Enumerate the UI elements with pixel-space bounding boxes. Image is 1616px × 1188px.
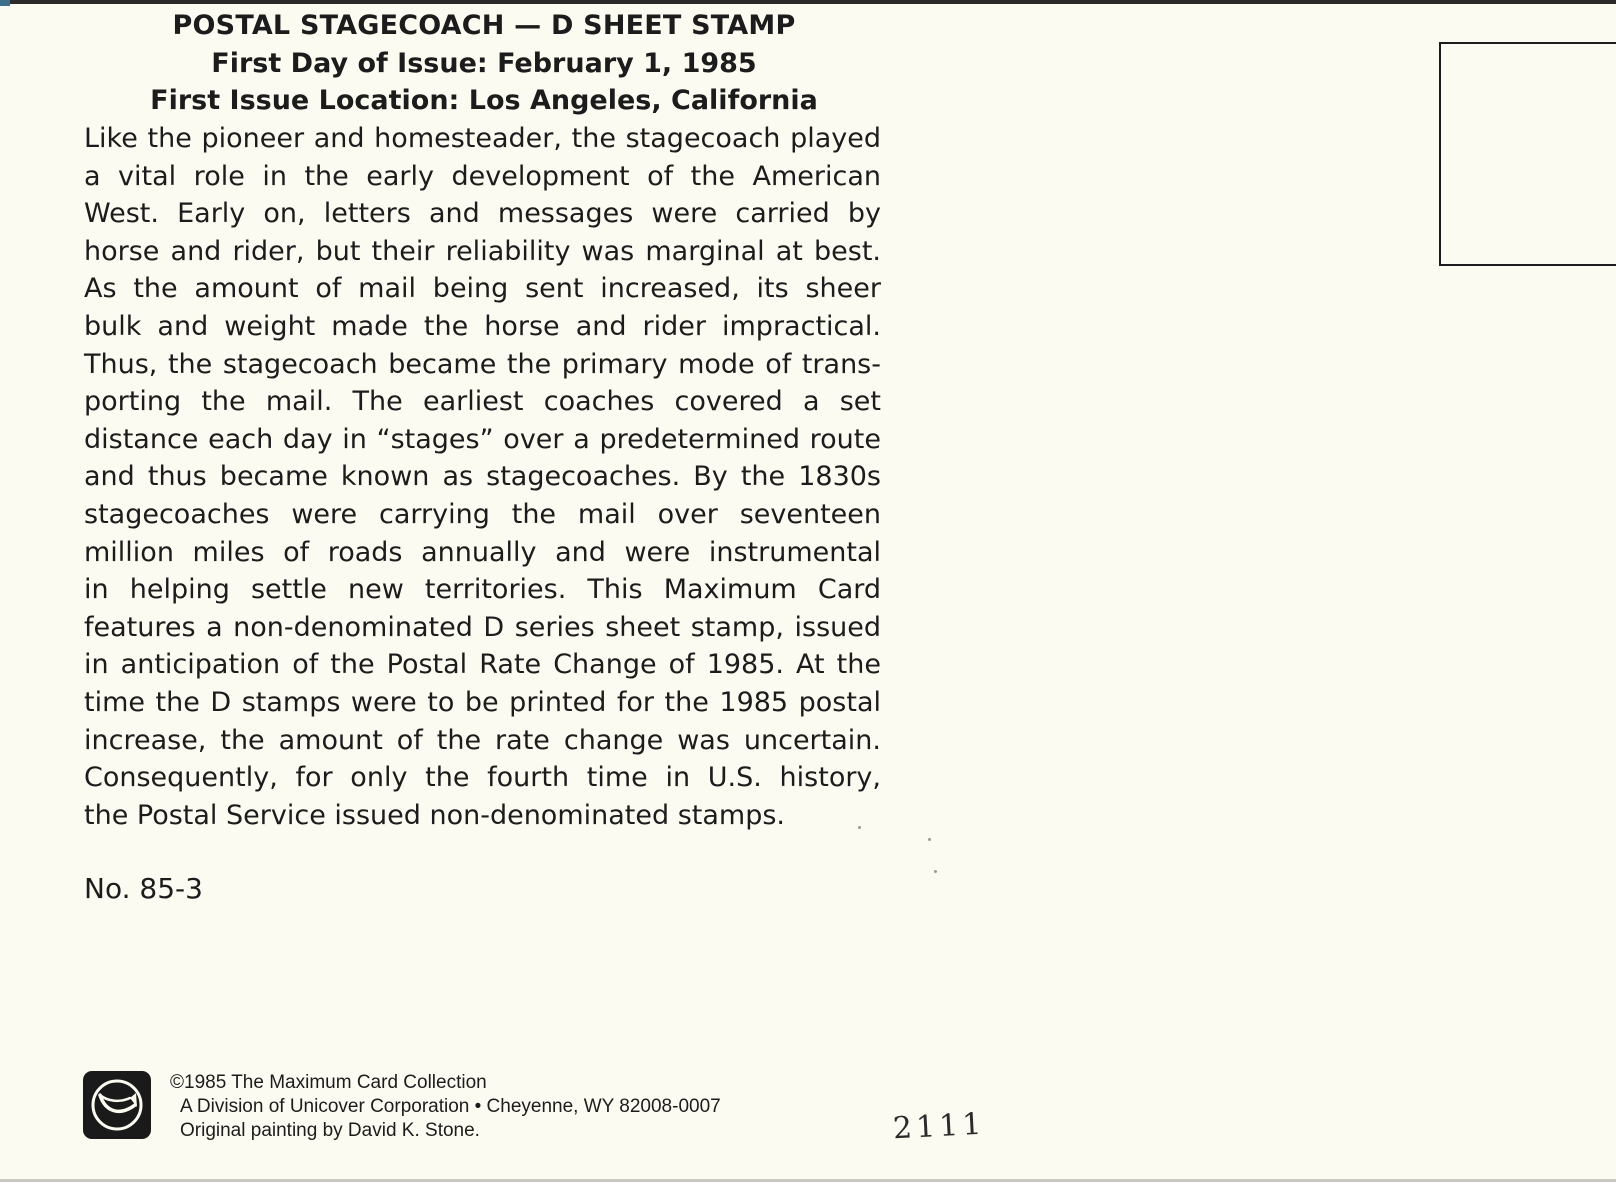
painting-credit-line: Original painting by David K. Stone.: [180, 1120, 480, 1141]
description-line: Thus, the stagecoach became the primary mode of trans-: [84, 348, 881, 380]
paper-speck: [934, 870, 937, 873]
post-horn-logo-icon: [83, 1071, 151, 1139]
description-line: Consequently, for only the fourth time in U.S. history,: [84, 762, 881, 794]
copyright-line: ©1985 The Maximum Card Collection: [170, 1072, 487, 1093]
card-number: No. 85-3: [84, 872, 203, 905]
description-line: distance each day in “stages” over a predetermined route: [84, 423, 881, 455]
description-line: a vital role in the early development of the American: [84, 160, 881, 192]
handwritten-note: 2111: [892, 1106, 987, 1147]
publisher-division-line: A Division of Unicover Corporation • Cheyenne, WY 82008-0007: [180, 1096, 721, 1117]
description-line: porting the mail. The earliest coaches covered a set: [84, 386, 881, 418]
description-line: horse and rider, but their reliability was marginal at best.: [84, 235, 881, 267]
top-edge-rule: [0, 0, 1616, 4]
first-day-of-issue: First Day of Issue: February 1, 1985: [211, 48, 757, 79]
top-edge-accent: [0, 0, 10, 6]
description-line: time the D stamps were to be printed for the 1985 postal: [84, 686, 881, 718]
first-issue-location: First Issue Location: Los Angeles, California: [150, 85, 818, 116]
description-text: [84, 120, 881, 834]
description-line: features a non-denominated D series sheet stamp, issued: [84, 611, 881, 643]
description-line: million miles of roads annually and were instrumental: [84, 536, 881, 568]
stamp-placement-box: [1439, 42, 1616, 266]
description-line: the Postal Service issued non-denominated stamps.: [84, 799, 785, 831]
description-line: West. Early on, letters and messages were carried by: [84, 198, 881, 230]
description-line: in helping settle new territories. This Maximum Card: [84, 574, 881, 606]
description-line: stagecoaches were carrying the mail over seventeen: [84, 498, 881, 530]
description-line: As the amount of mail being sent increased, its sheer: [84, 273, 881, 305]
description-line: increase, the amount of the rate change was uncertain.: [84, 724, 881, 756]
paper-speck: [928, 838, 931, 841]
description-line: bulk and weight made the horse and rider impractical.: [84, 310, 881, 342]
description-line: in anticipation of the Postal Rate Change of 1985. At the: [84, 649, 881, 681]
paper-speck: [858, 826, 861, 829]
publisher-credits: [170, 1071, 721, 1143]
card-title: POSTAL STAGECOACH — D SHEET STAMP: [172, 10, 796, 41]
description-line: and thus became known as stagecoaches. By the 1830s: [84, 461, 881, 493]
bottom-edge-shadow: [0, 1179, 1616, 1182]
description-line: Like the pioneer and homesteader, the stagecoach played: [84, 123, 881, 154]
